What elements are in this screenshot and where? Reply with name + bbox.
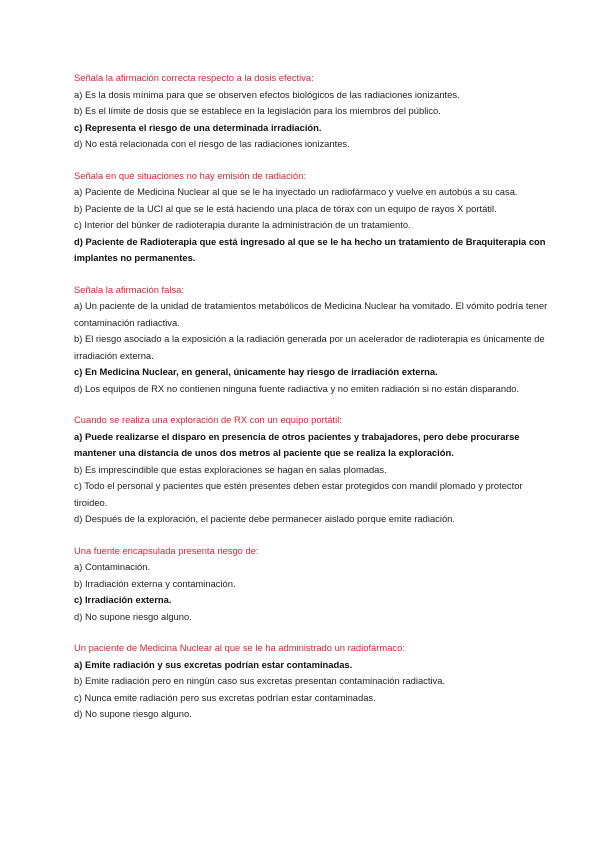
option-c-correct (74, 592, 550, 609)
option-b (74, 331, 550, 364)
option-text: Puede realizarse el disparo en presencia de otros pacientes y trabajadores, pero debe procurarse mantener una distancia de unos dos metros al paciente que se realiza la exploración. (74, 430, 520, 458)
option-letter: d) (74, 513, 83, 524)
option-a (74, 298, 550, 331)
option-letter: b) (74, 333, 83, 344)
question-title: Señala la afirmación correcta respecto a la dosis efectiva: (74, 72, 314, 83)
option-text: No supone riesgo alguno. (84, 610, 192, 622)
option-text: No supone riesgo alguno. (84, 708, 192, 719)
option-text: Los equipos de RX no contienen ninguna fuente radiactiva y no emiten radiación si no están disparando. (84, 382, 520, 394)
question-title: Señala en qué situaciones no hay emisión de radiación: (74, 169, 306, 181)
option-d-correct (74, 234, 550, 267)
question-title: Señala la afirmación falsa: (74, 283, 184, 295)
option-letter: a) (74, 561, 83, 572)
question-1 (74, 70, 550, 153)
option-b (74, 201, 550, 218)
option-letter: a) (74, 430, 83, 442)
option-c (74, 478, 550, 511)
option-c-correct (74, 120, 550, 137)
option-d (74, 511, 550, 528)
option-d (74, 136, 550, 153)
question-title: Una fuente encapsulada presenta riesgo de: (74, 544, 259, 556)
option-d (74, 609, 550, 626)
option-c (74, 217, 550, 234)
option-letter: a) (74, 300, 83, 311)
option-d (74, 381, 550, 398)
option-letter: d) (74, 708, 83, 719)
option-letter: b) (74, 202, 83, 214)
option-letter: b) (74, 675, 83, 686)
option-text: Todo el personal y pacientes que estén presentes deben estar protegidos con mandil plomado y protector tiroideo. (74, 480, 523, 508)
option-text: Paciente de la UCI al que se le está haciendo una placa de tórax con un equipo de rayos X portátil. (84, 202, 497, 214)
option-text: Es la dosis mínima para que se observen efectos biológicos de las radiaciones ionizantes. (84, 88, 460, 100)
option-text: Emite radiación y sus excretas podrían estar contaminadas. (84, 658, 353, 670)
option-b (74, 673, 550, 690)
option-a (74, 559, 550, 576)
option-text: Es el límite de dosis que se establece en la legislación para los miembros del público. (84, 105, 441, 116)
option-text: En Medicina Nuclear, en general, únicamente hay riesgo de irradiación externa. (84, 366, 438, 377)
option-b (74, 103, 550, 120)
option-letter: b) (74, 577, 83, 589)
option-letter: b) (74, 463, 83, 475)
option-d (74, 706, 550, 723)
option-letter: d) (74, 610, 83, 622)
question-3 (74, 282, 550, 398)
option-a (74, 87, 550, 104)
option-text: Interior del búnker de radioterapia durante la administración de un tratamiento. (84, 219, 411, 230)
option-letter: c) (74, 219, 82, 230)
option-text: Nunca emite radiación pero sus excretas podrían estar contaminadas. (84, 691, 376, 703)
option-c (74, 690, 550, 707)
option-letter: a) (74, 88, 83, 100)
option-a-correct (74, 429, 550, 462)
option-text: Un paciente de la unidad de tratamientos metabólicos de Medicina Nuclear ha vomitado. El vómito podría tener contaminación radiactiva. (74, 300, 548, 328)
option-c-correct (74, 364, 550, 381)
option-text: Es imprescindible que estas exploraciones se hagan en salas plomadas. (84, 463, 387, 475)
option-letter: a) (74, 658, 83, 670)
question-5 (74, 543, 550, 626)
option-letter: c) (74, 480, 82, 491)
option-text: Emite radiación pero en ningún caso sus excretas presentan contaminación radiactiva. (84, 675, 446, 686)
option-b (74, 462, 550, 479)
option-letter: d) (74, 382, 83, 394)
option-letter: b) (74, 105, 83, 116)
question-2 (74, 168, 550, 267)
option-text: Paciente de Medicina Nuclear al que se le ha inyectado un radiofármaco y vuelve en autobús a su casa. (84, 186, 518, 197)
option-text: Paciente de Radioterapia que está ingresado al que se le ha hecho un tratamiento de Braquiterapia con implantes no permanentes. (74, 235, 546, 263)
question-4 (74, 412, 550, 528)
option-letter: d) (74, 235, 83, 247)
option-a (74, 184, 550, 201)
question-6 (74, 640, 550, 723)
option-text: Después de la exploración, el paciente debe permanecer aislado porque emite radiación. (84, 513, 455, 524)
question-title: Un paciente de Medicina Nuclear al que se le ha administrado un radiofármaco: (74, 642, 405, 653)
option-letter: c) (74, 594, 83, 605)
question-title: Cuando se realiza una exploración de RX con un equipo portátil: (74, 414, 342, 425)
option-letter: c) (74, 121, 83, 133)
option-text: Irradiación externa. (84, 594, 172, 605)
option-letter: a) (74, 186, 83, 197)
option-text: Representa el riesgo de una determinada irradiación. (84, 121, 322, 133)
option-letter: c) (74, 366, 83, 377)
option-text: El riesgo asociado a la exposición a la radiación generada por un acelerador de radioterapia es únicamente de irradiación externa. (74, 333, 545, 361)
option-text: No está relacionada con el riesgo de las radiaciones ionizantes. (84, 138, 350, 149)
option-text: Irradiación externa y contaminación. (84, 577, 236, 589)
option-text: Contaminación. (84, 561, 151, 572)
option-letter: c) (74, 691, 82, 703)
option-letter: d) (74, 138, 83, 149)
option-b (74, 576, 550, 593)
option-a-correct (74, 657, 550, 674)
